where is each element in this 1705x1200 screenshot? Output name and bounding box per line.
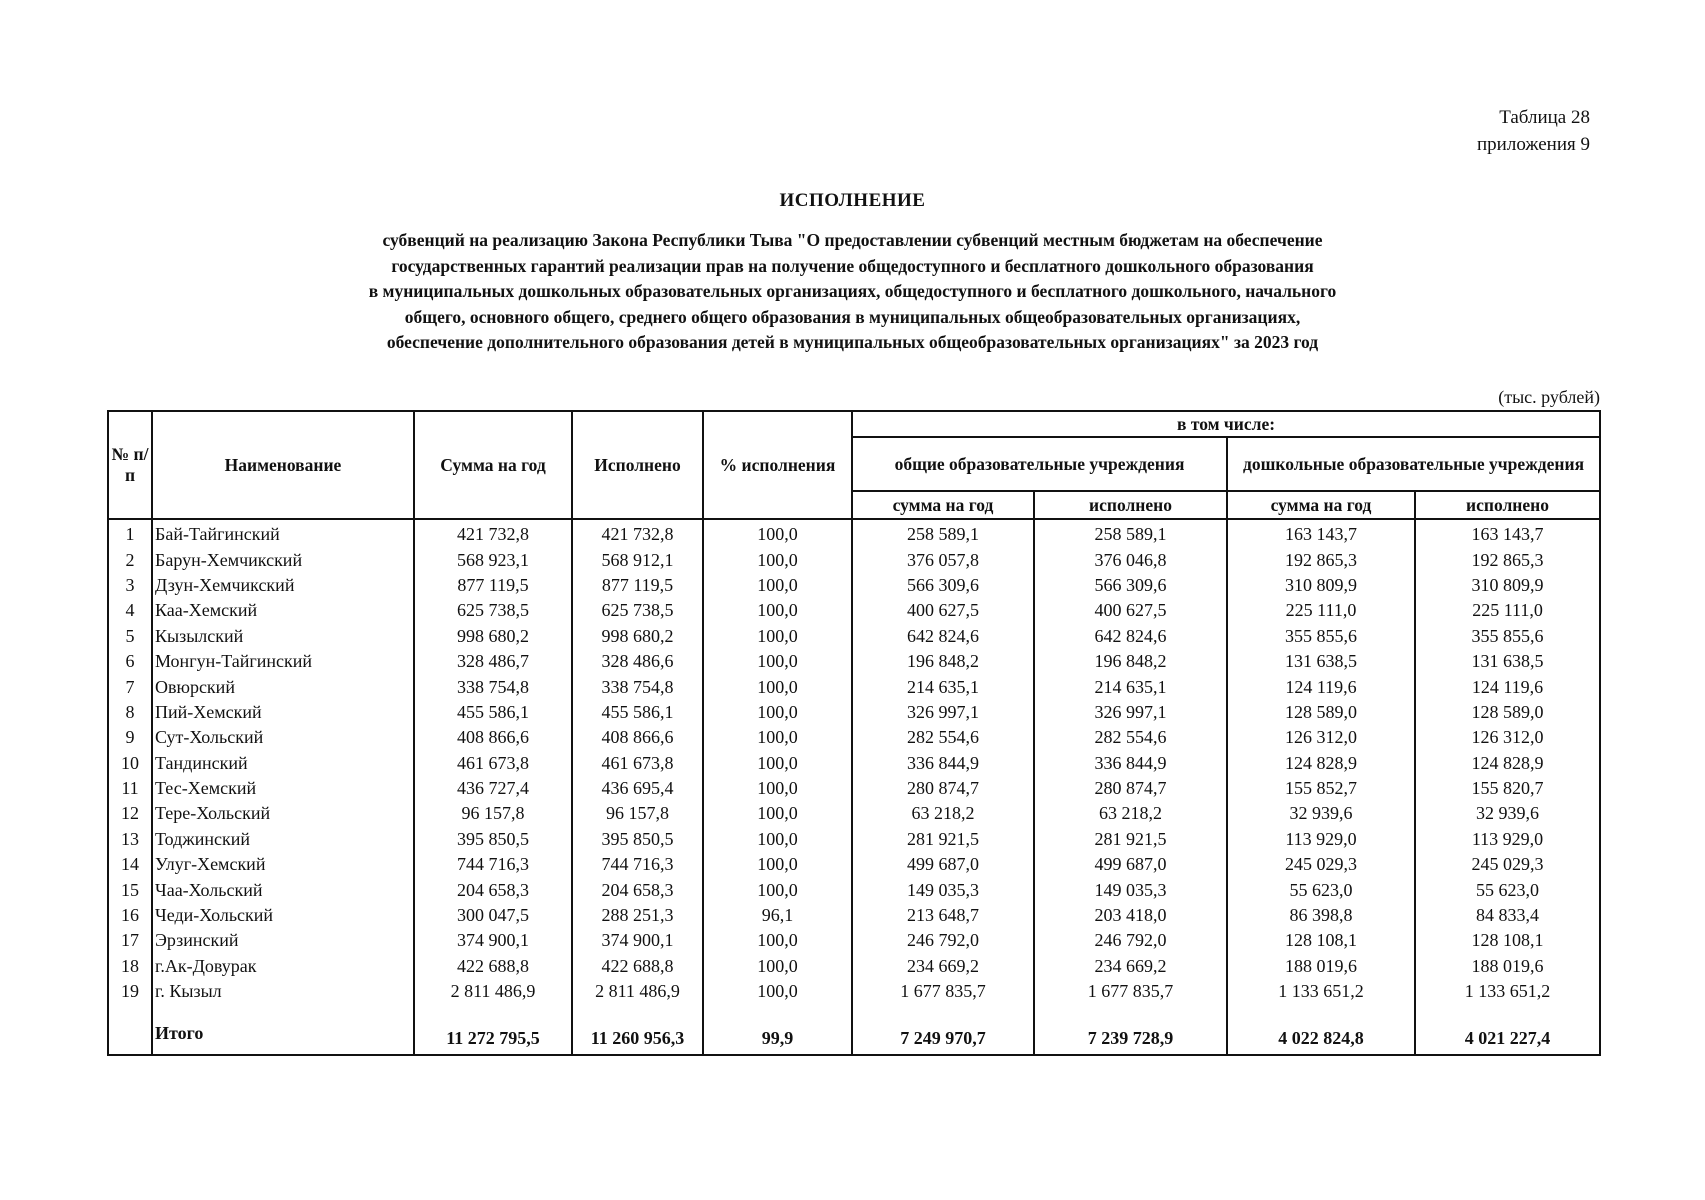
row-number: 13 <box>108 827 152 852</box>
row-general-sum: 258 589,1 <box>852 519 1034 547</box>
subtitle-line: обеспечение дополнительного образования детей в муниципальных общеобразовательных организациях" за 2023 год <box>386 332 1319 352</box>
row-preschool-exec: 163 143,7 <box>1415 519 1600 547</box>
row-sum-year: 744 716,3 <box>414 852 572 877</box>
row-pct: 100,0 <box>703 776 852 801</box>
row-pct: 100,0 <box>703 852 852 877</box>
row-general-exec: 203 418,0 <box>1034 903 1227 928</box>
row-preschool-sum: 1 133 651,2 <box>1227 979 1415 1004</box>
row-general-exec: 566 309,6 <box>1034 573 1227 598</box>
row-executed: 328 486,6 <box>572 649 703 674</box>
row-executed: 422 688,8 <box>572 954 703 979</box>
row-executed: 998 680,2 <box>572 624 703 649</box>
row-preschool-sum: 128 589,0 <box>1227 700 1415 725</box>
row-number: 5 <box>108 624 152 649</box>
row-preschool-exec: 355 855,6 <box>1415 624 1600 649</box>
row-general-sum: 282 554,6 <box>852 725 1034 750</box>
row-preschool-exec: 113 929,0 <box>1415 827 1600 852</box>
row-general-sum: 63 218,2 <box>852 801 1034 826</box>
row-general-sum: 336 844,9 <box>852 751 1034 776</box>
total-preschool-sum: 4 022 824,8 <box>1227 1022 1415 1055</box>
row-sum-year: 204 658,3 <box>414 877 572 902</box>
empty-cell <box>703 1004 852 1022</box>
empty-cell <box>414 1004 572 1022</box>
row-general-sum: 326 997,1 <box>852 700 1034 725</box>
subtitle-line: государственных гарантий реализации прав на получение общедоступного и бесплатного дошкольного образования <box>391 255 1314 276</box>
row-number: 9 <box>108 725 152 750</box>
row-executed: 744 716,3 <box>572 852 703 877</box>
row-number: 18 <box>108 954 152 979</box>
row-sum-year: 300 047,5 <box>414 903 572 928</box>
row-name: Чеди-Хольский <box>152 903 414 928</box>
row-general-sum: 566 309,6 <box>852 573 1034 598</box>
row-general-exec: 246 792,0 <box>1034 928 1227 953</box>
total-general-exec: 7 239 728,9 <box>1034 1022 1227 1055</box>
units-label: (тыс. рублей) <box>1498 387 1600 407</box>
row-sum-year: 408 866,6 <box>414 725 572 750</box>
row-sum-year: 395 850,5 <box>414 827 572 852</box>
subtitle-line: в муниципальных дошкольных образовательных организациях, общедоступного и бесплатного дошкольного, начального <box>368 281 1337 301</box>
row-general-exec: 281 921,5 <box>1034 827 1227 852</box>
table-row <box>108 649 1600 674</box>
row-general-exec: 214 635,1 <box>1034 674 1227 699</box>
row-name: Тоджинский <box>152 827 414 852</box>
col-header-preschool: дошкольные образовательные учреждения <box>1227 437 1600 491</box>
spacer-row <box>108 1004 1600 1022</box>
row-general-exec: 234 669,2 <box>1034 954 1227 979</box>
row-general-exec: 258 589,1 <box>1034 519 1227 547</box>
appendix-number: приложения 9 <box>1477 134 1590 155</box>
row-general-sum: 400 627,5 <box>852 598 1034 623</box>
col-header-name: Наименование <box>152 411 414 519</box>
row-name: Дзун-Хемчикский <box>152 573 414 598</box>
row-sum-year: 461 673,8 <box>414 751 572 776</box>
row-name: Бай-Тайгинский <box>152 519 414 547</box>
empty-cell <box>1034 1004 1227 1022</box>
total-pct: 99,9 <box>703 1022 852 1055</box>
row-preschool-sum: 163 143,7 <box>1227 519 1415 547</box>
col-header-pct: % исполнения <box>703 411 852 519</box>
total-executed: 11 260 956,3 <box>572 1022 703 1055</box>
row-number: 19 <box>108 979 152 1004</box>
row-general-sum: 1 677 835,7 <box>852 979 1034 1004</box>
row-preschool-exec: 131 638,5 <box>1415 649 1600 674</box>
row-general-exec: 1 677 835,7 <box>1034 979 1227 1004</box>
row-name: Каа-Хемский <box>152 598 414 623</box>
row-preschool-exec: 155 820,7 <box>1415 776 1600 801</box>
row-general-exec: 282 554,6 <box>1034 725 1227 750</box>
total-row <box>108 1022 1600 1055</box>
row-name: Кызылский <box>152 624 414 649</box>
row-pct: 100,0 <box>703 519 852 547</box>
total-label: Итого <box>152 1022 414 1055</box>
row-executed: 436 695,4 <box>572 776 703 801</box>
row-preschool-exec: 188 019,6 <box>1415 954 1600 979</box>
row-executed: 408 866,6 <box>572 725 703 750</box>
row-pct: 100,0 <box>703 725 852 750</box>
col-header-sum-year: Сумма на год <box>414 411 572 519</box>
empty-cell <box>1415 1004 1600 1022</box>
table-row <box>108 852 1600 877</box>
empty-cell <box>152 1004 414 1022</box>
row-executed: 374 900,1 <box>572 928 703 953</box>
row-general-exec: 336 844,9 <box>1034 751 1227 776</box>
subtitle-line: субвенций на реализацию Закона Республики Тыва "О предоставлении субвенций местным бюджетам на обеспечение <box>382 230 1323 250</box>
row-name: Монгун-Тайгинский <box>152 649 414 674</box>
table-row <box>108 725 1600 750</box>
row-sum-year: 422 688,8 <box>414 954 572 979</box>
row-preschool-exec: 192 865,3 <box>1415 547 1600 572</box>
row-general-exec: 280 874,7 <box>1034 776 1227 801</box>
row-number: 10 <box>108 751 152 776</box>
row-name: Улуг-Хемский <box>152 852 414 877</box>
row-preschool-sum: 245 029,3 <box>1227 852 1415 877</box>
document-subtitle <box>240 228 1465 356</box>
row-name: г.Ак-Довурак <box>152 954 414 979</box>
row-pct: 100,0 <box>703 801 852 826</box>
row-general-exec: 642 824,6 <box>1034 624 1227 649</box>
row-preschool-sum: 192 865,3 <box>1227 547 1415 572</box>
row-pct: 100,0 <box>703 624 852 649</box>
row-executed: 568 912,1 <box>572 547 703 572</box>
row-preschool-exec: 1 133 651,2 <box>1415 979 1600 1004</box>
table-body <box>108 519 1600 1055</box>
row-name: Эрзинский <box>152 928 414 953</box>
row-sum-year: 998 680,2 <box>414 624 572 649</box>
row-pct: 100,0 <box>703 877 852 902</box>
row-sum-year: 436 727,4 <box>414 776 572 801</box>
col-header-general-sum: сумма на год <box>852 491 1034 519</box>
row-preschool-exec: 225 111,0 <box>1415 598 1600 623</box>
row-general-exec: 63 218,2 <box>1034 801 1227 826</box>
subventions-table <box>107 410 1601 1056</box>
row-name: Чаа-Хольский <box>152 877 414 902</box>
row-general-sum: 149 035,3 <box>852 877 1034 902</box>
row-name: Сут-Хольский <box>152 725 414 750</box>
row-general-sum: 234 669,2 <box>852 954 1034 979</box>
row-number: 4 <box>108 598 152 623</box>
row-preschool-sum: 131 638,5 <box>1227 649 1415 674</box>
row-sum-year: 877 119,5 <box>414 573 572 598</box>
subtitle-line: общего, основного общего, среднего общего образования в муниципальных общеобразовательных организациях, <box>404 306 1301 327</box>
row-name: Тандинский <box>152 751 414 776</box>
row-number: 1 <box>108 519 152 547</box>
row-preschool-exec: 128 108,1 <box>1415 928 1600 953</box>
row-executed: 204 658,3 <box>572 877 703 902</box>
col-header-including: в том числе: <box>852 411 1600 437</box>
row-name: Тес-Хемский <box>152 776 414 801</box>
table-row <box>108 827 1600 852</box>
row-pct: 100,0 <box>703 751 852 776</box>
table-row <box>108 700 1600 725</box>
total-general-sum: 7 249 970,7 <box>852 1022 1034 1055</box>
table-row <box>108 751 1600 776</box>
row-general-sum: 642 824,6 <box>852 624 1034 649</box>
row-number: 7 <box>108 674 152 699</box>
row-general-sum: 376 057,8 <box>852 547 1034 572</box>
table-row <box>108 903 1600 928</box>
col-header-general-exec: исполнено <box>1034 491 1227 519</box>
row-general-sum: 281 921,5 <box>852 827 1034 852</box>
row-number: 8 <box>108 700 152 725</box>
row-number: 3 <box>108 573 152 598</box>
row-executed: 96 157,8 <box>572 801 703 826</box>
col-header-preschool-exec: исполнено <box>1415 491 1600 519</box>
row-preschool-exec: 126 312,0 <box>1415 725 1600 750</box>
col-header-preschool-sum: сумма на год <box>1227 491 1415 519</box>
table-row <box>108 624 1600 649</box>
table-header <box>108 411 1600 519</box>
row-preschool-exec: 32 939,6 <box>1415 801 1600 826</box>
row-general-sum: 196 848,2 <box>852 649 1034 674</box>
table-row <box>108 547 1600 572</box>
row-preschool-sum: 126 312,0 <box>1227 725 1415 750</box>
row-pct: 100,0 <box>703 674 852 699</box>
row-executed: 877 119,5 <box>572 573 703 598</box>
row-number: 17 <box>108 928 152 953</box>
row-preschool-sum: 124 828,9 <box>1227 751 1415 776</box>
row-sum-year: 96 157,8 <box>414 801 572 826</box>
row-preschool-exec: 55 623,0 <box>1415 877 1600 902</box>
empty-cell <box>108 1004 152 1022</box>
row-preschool-sum: 86 398,8 <box>1227 903 1415 928</box>
row-executed: 395 850,5 <box>572 827 703 852</box>
row-number: 12 <box>108 801 152 826</box>
row-pct: 100,0 <box>703 700 852 725</box>
row-general-exec: 400 627,5 <box>1034 598 1227 623</box>
empty-cell <box>1227 1004 1415 1022</box>
row-number: 14 <box>108 852 152 877</box>
row-preschool-sum: 128 108,1 <box>1227 928 1415 953</box>
row-sum-year: 455 586,1 <box>414 700 572 725</box>
row-pct: 100,0 <box>703 598 852 623</box>
row-preschool-sum: 124 119,6 <box>1227 674 1415 699</box>
row-preschool-exec: 245 029,3 <box>1415 852 1600 877</box>
row-preschool-sum: 113 929,0 <box>1227 827 1415 852</box>
row-number: 11 <box>108 776 152 801</box>
row-general-exec: 196 848,2 <box>1034 649 1227 674</box>
row-sum-year: 374 900,1 <box>414 928 572 953</box>
row-pct: 100,0 <box>703 547 852 572</box>
row-pct: 100,0 <box>703 954 852 979</box>
row-preschool-exec: 124 828,9 <box>1415 751 1600 776</box>
row-pct: 100,0 <box>703 649 852 674</box>
total-number <box>108 1022 152 1055</box>
row-executed: 2 811 486,9 <box>572 979 703 1004</box>
total-sum-year: 11 272 795,5 <box>414 1022 572 1055</box>
row-preschool-sum: 225 111,0 <box>1227 598 1415 623</box>
table-row <box>108 519 1600 547</box>
row-general-sum: 499 687,0 <box>852 852 1034 877</box>
table-row <box>108 801 1600 826</box>
row-pct: 100,0 <box>703 573 852 598</box>
row-executed: 455 586,1 <box>572 700 703 725</box>
row-sum-year: 568 923,1 <box>414 547 572 572</box>
row-number: 6 <box>108 649 152 674</box>
table-row <box>108 877 1600 902</box>
table-row <box>108 928 1600 953</box>
row-general-exec: 149 035,3 <box>1034 877 1227 902</box>
row-number: 16 <box>108 903 152 928</box>
table-row <box>108 979 1600 1004</box>
row-preschool-sum: 32 939,6 <box>1227 801 1415 826</box>
row-preschool-sum: 355 855,6 <box>1227 624 1415 649</box>
row-general-sum: 246 792,0 <box>852 928 1034 953</box>
row-executed: 288 251,3 <box>572 903 703 928</box>
row-executed: 421 732,8 <box>572 519 703 547</box>
col-header-general: общие образовательные учреждения <box>852 437 1227 491</box>
row-executed: 625 738,5 <box>572 598 703 623</box>
row-sum-year: 625 738,5 <box>414 598 572 623</box>
row-sum-year: 328 486,7 <box>414 649 572 674</box>
row-preschool-sum: 155 852,7 <box>1227 776 1415 801</box>
row-number: 2 <box>108 547 152 572</box>
row-preschool-sum: 310 809,9 <box>1227 573 1415 598</box>
row-general-exec: 326 997,1 <box>1034 700 1227 725</box>
row-sum-year: 338 754,8 <box>414 674 572 699</box>
row-name: Тере-Хольский <box>152 801 414 826</box>
table-row <box>108 573 1600 598</box>
row-preschool-sum: 55 623,0 <box>1227 877 1415 902</box>
row-name: Пий-Хемский <box>152 700 414 725</box>
row-executed: 461 673,8 <box>572 751 703 776</box>
row-preschool-exec: 124 119,6 <box>1415 674 1600 699</box>
row-general-exec: 499 687,0 <box>1034 852 1227 877</box>
document-title: ИСПОЛНЕНИЕ <box>779 190 926 211</box>
row-pct: 96,1 <box>703 903 852 928</box>
row-general-sum: 280 874,7 <box>852 776 1034 801</box>
row-sum-year: 2 811 486,9 <box>414 979 572 1004</box>
table-number: Таблица 28 <box>1499 107 1590 128</box>
row-preschool-exec: 84 833,4 <box>1415 903 1600 928</box>
row-pct: 100,0 <box>703 979 852 1004</box>
table-reference <box>1477 104 1590 158</box>
row-executed: 338 754,8 <box>572 674 703 699</box>
row-preschool-exec: 128 589,0 <box>1415 700 1600 725</box>
empty-cell <box>572 1004 703 1022</box>
row-preschool-exec: 310 809,9 <box>1415 573 1600 598</box>
empty-cell <box>852 1004 1034 1022</box>
row-general-sum: 214 635,1 <box>852 674 1034 699</box>
table-row <box>108 674 1600 699</box>
row-number: 15 <box>108 877 152 902</box>
row-name: г. Кызыл <box>152 979 414 1004</box>
row-name: Овюрский <box>152 674 414 699</box>
row-sum-year: 421 732,8 <box>414 519 572 547</box>
table-row <box>108 776 1600 801</box>
row-pct: 100,0 <box>703 827 852 852</box>
table-row <box>108 954 1600 979</box>
row-general-sum: 213 648,7 <box>852 903 1034 928</box>
col-header-num: № п/п <box>108 411 152 519</box>
row-general-exec: 376 046,8 <box>1034 547 1227 572</box>
col-header-executed: Исполнено <box>572 411 703 519</box>
total-preschool-exec: 4 021 227,4 <box>1415 1022 1600 1055</box>
table-row <box>108 598 1600 623</box>
row-preschool-sum: 188 019,6 <box>1227 954 1415 979</box>
row-pct: 100,0 <box>703 928 852 953</box>
row-name: Барун-Хемчикский <box>152 547 414 572</box>
